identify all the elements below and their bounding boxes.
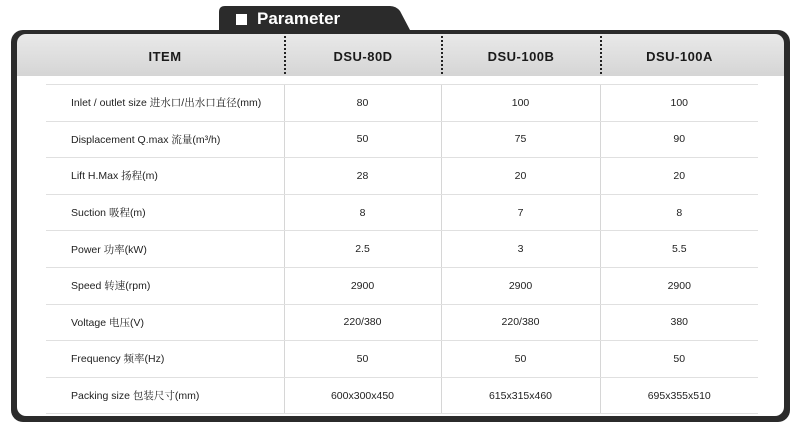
row-label: Lift H.Max 扬程(m) bbox=[46, 158, 284, 195]
cell-value: 20 bbox=[441, 158, 600, 195]
cell-value: 2900 bbox=[600, 267, 758, 304]
cell-value: 8 bbox=[600, 194, 758, 231]
cell-value: 2900 bbox=[441, 267, 600, 304]
cell-value: 380 bbox=[600, 304, 758, 341]
table-row bbox=[46, 267, 758, 304]
row-label: Displacement Q.max 流量(m³/h) bbox=[46, 121, 284, 158]
table-row bbox=[46, 377, 758, 414]
section-title-text: Parameter bbox=[257, 9, 341, 28]
cell-value: 695x355x510 bbox=[600, 377, 758, 414]
column-header-item: ITEM bbox=[148, 48, 182, 64]
parameter-table bbox=[46, 84, 758, 414]
table-row bbox=[46, 158, 758, 195]
cell-value: 220/380 bbox=[284, 304, 441, 341]
cell-value: 75 bbox=[441, 121, 600, 158]
table-row bbox=[46, 231, 758, 268]
row-label: Voltage 电压(V) bbox=[46, 304, 284, 341]
table-row bbox=[46, 304, 758, 341]
cell-value: 50 bbox=[441, 341, 600, 378]
section-title bbox=[236, 6, 340, 32]
row-label: Inlet / outlet size 进水口/出水口直径(mm) bbox=[46, 85, 284, 122]
row-label: Power 功率(kW) bbox=[46, 231, 284, 268]
cell-value: 7 bbox=[441, 194, 600, 231]
cell-value: 220/380 bbox=[441, 304, 600, 341]
row-label: Suction 吸程(m) bbox=[46, 194, 284, 231]
cell-value: 600x300x450 bbox=[284, 377, 441, 414]
square-bullet-icon bbox=[236, 14, 247, 25]
cell-value: 2.5 bbox=[284, 231, 441, 268]
row-label: Speed 转速(rpm) bbox=[46, 267, 284, 304]
cell-value: 80 bbox=[284, 85, 441, 122]
cell-value: 90 bbox=[600, 121, 758, 158]
cell-value: 615x315x460 bbox=[441, 377, 600, 414]
table-row bbox=[46, 121, 758, 158]
cell-value: 28 bbox=[284, 158, 441, 195]
table-row bbox=[46, 85, 758, 122]
cell-value: 100 bbox=[600, 85, 758, 122]
cell-value: 20 bbox=[600, 158, 758, 195]
cell-value: 100 bbox=[441, 85, 600, 122]
cell-value: 50 bbox=[284, 341, 441, 378]
row-label: Packing size 包装尺寸(mm) bbox=[46, 377, 284, 414]
row-label: Frequency 频率(Hz) bbox=[46, 341, 284, 378]
cell-value: 3 bbox=[441, 231, 600, 268]
cell-value: 50 bbox=[600, 341, 758, 378]
table-row bbox=[46, 341, 758, 378]
cell-value: 8 bbox=[284, 194, 441, 231]
cell-value: 2900 bbox=[284, 267, 441, 304]
table-row bbox=[46, 194, 758, 231]
cell-value: 50 bbox=[284, 121, 441, 158]
cell-value: 5.5 bbox=[600, 231, 758, 268]
column-header-dsu-100b: DSU-100B bbox=[487, 48, 555, 64]
column-header-dsu-100a: DSU-100A bbox=[646, 48, 713, 64]
column-header-dsu-80d: DSU-80D bbox=[333, 48, 393, 64]
